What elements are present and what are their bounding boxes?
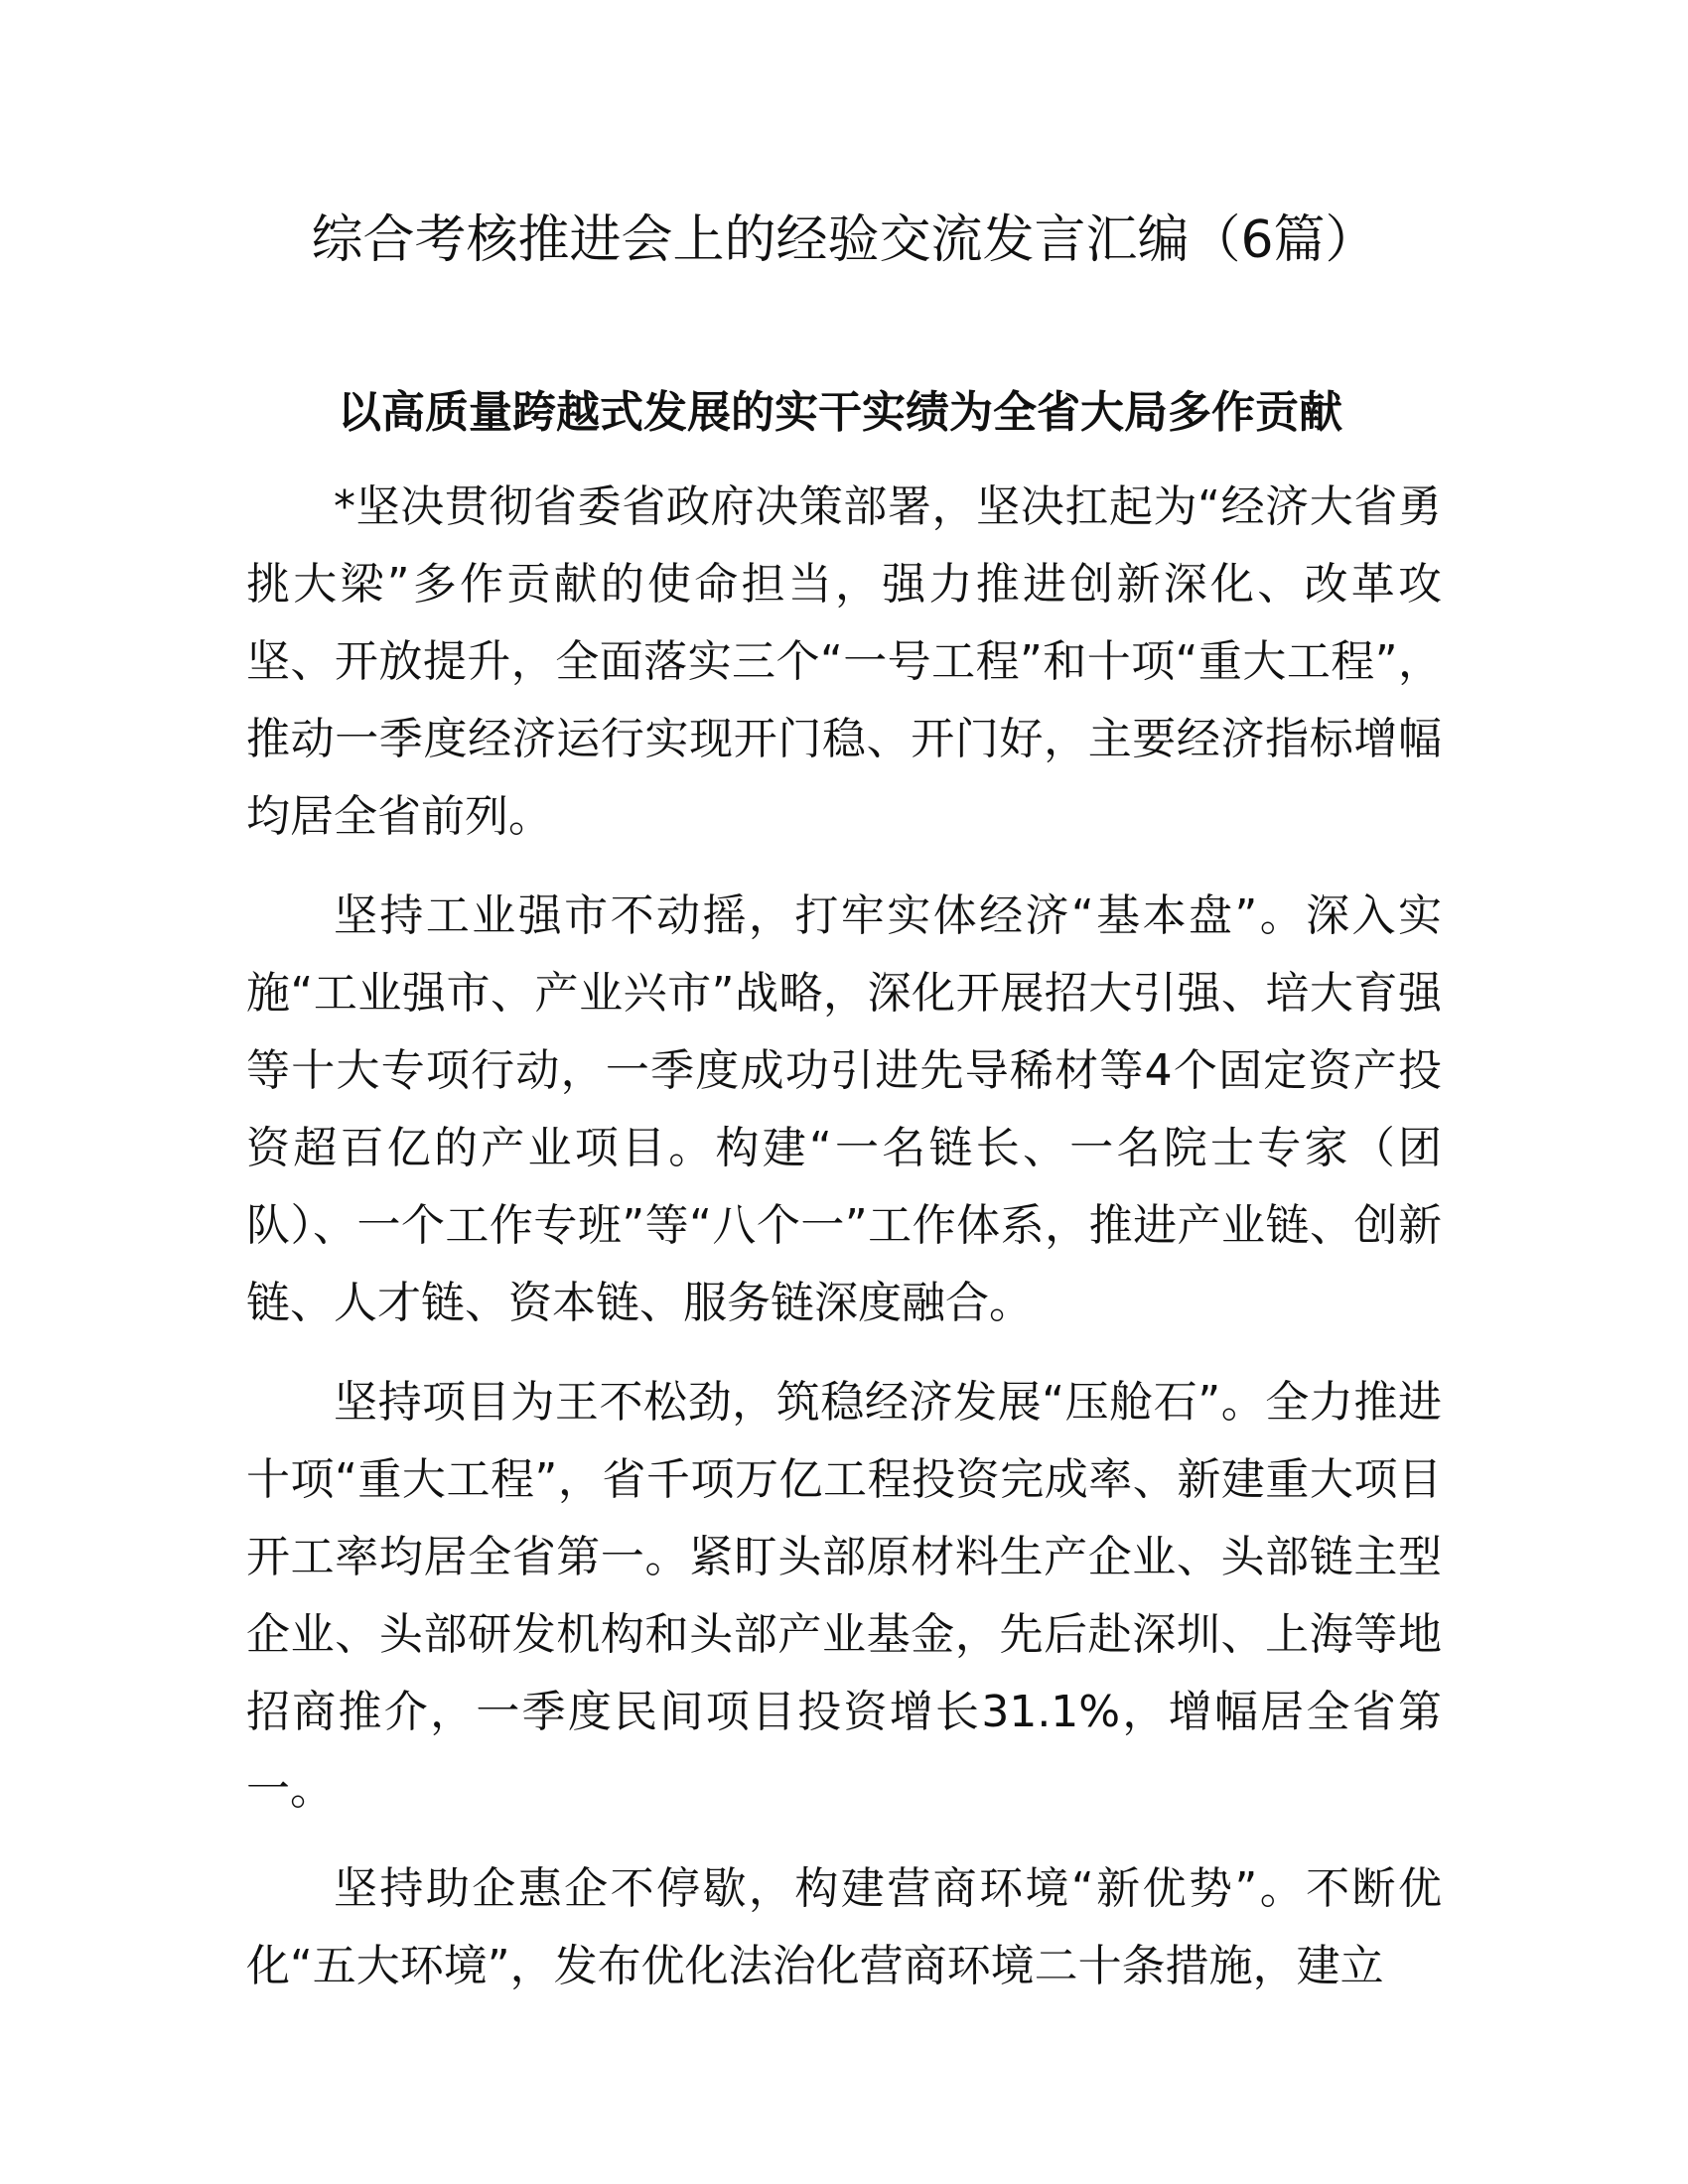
document-subtitle: 以高质量跨越式发展的实干实绩为全省大局多作贡献 [338, 387, 1342, 438]
paragraph-projects: 坚持项目为王不松劲，筑稳经济发展“压舱石”。全力推进十项“重大工程”，省千项万亿工程投资完成率、新建重大项目开工率均居全省第一。紧盯头部原材料生产企业、头部链主型企业、头部研发机构和头部产业基金，先后赴深圳、上海等地招商推介，一季度民间项目投资增长31.1%，增幅居全省第一。 [246, 1377, 1442, 1815]
paragraph-intro: *坚决贯彻省委省政府决策部署，坚决扛起为“经济大省勇挑大梁”多作贡献的使命担当，强力推进创新深化、改革攻坚、开放提升，全面落实三个“一号工程”和十项“重大工程”，推动一季度经济运行实现开门稳、开门好，主要经济指标增幅均居全省前列。 [246, 481, 1442, 842]
document-body [246, 469, 1442, 2027]
paragraph-business-environment: 坚持助企惠企不停歇，构建营商环境“新优势”。不断优化“五大环境”，发布优化法治化营商环境二十条措施，建立 [246, 1863, 1442, 1991]
paragraph-industry: 坚持工业强市不动摇，打牢实体经济“基本盘”。深入实施“工业强市、产业兴市”战略，深化开展招大引强、培大育强等十大专项行动，一季度成功引进先导稀材等4个固定资产投资超百亿的产业项目。构建“一名链长、一名院士专家（团队）、一个工作专班”等“八个一”工作体系，推进产业链、创新链、人才链、资本链、服务链深度融合。 [246, 890, 1442, 1328]
document-title: 综合考核推进会上的经验交流发言汇编（6篇） [311, 210, 1377, 270]
